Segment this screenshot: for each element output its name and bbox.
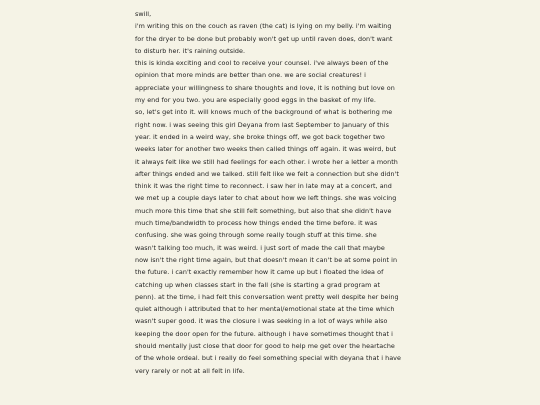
letter-line: so, let's get into it. will knows much of the background of what is bothering me	[135, 108, 393, 117]
letter-line: of the whole ordeal. but i really do feel something special with deyana that i have	[135, 354, 401, 363]
letter-line: wasn't super good. it was the closure i was seeking in a lot of ways while also	[135, 317, 388, 326]
letter-line: much time/bandwidth to process how things ended the time before. it was	[135, 219, 378, 228]
letter-line: it always felt like we still had feelings for each other. i wrote her a letter a month	[135, 157, 398, 166]
letter-line: much more this time that she still felt something, but also that she didn't have	[135, 206, 392, 215]
letter-line: we met up a couple days later to chat about how we left things. she was voicing	[135, 194, 397, 203]
letter-line: year. it ended in a weird way, she broke things off, we got back together two	[135, 132, 385, 141]
letter-line: weeks later for another two weeks then called things off again. it was weird, but	[135, 145, 397, 154]
letter-line: confusing. she was going through some really tough stuff at this time. she	[135, 231, 377, 240]
letter-line: very rarely or not at all felt in life.	[135, 366, 245, 375]
letter-line: catching up when classes start in the fall (she is starting a grad program at	[135, 280, 381, 289]
letter-line: my end for you two. you are especially good eggs in the basket of my life.	[135, 96, 376, 105]
letter-line: opinion that more minds are better than one. we are social creatures! i	[135, 71, 366, 80]
letter-line: quiet although i attributed that to her mental/emotional state at the time which	[135, 305, 395, 314]
letter-line: after things ended and we talked. still felt like we felt a connection but she didn't	[135, 169, 399, 178]
letter-body	[135, 8, 405, 377]
letter-line: think it was the right time to reconnect. i saw her in late may at a concert, and	[135, 182, 392, 191]
letter-line: to disturb her. it's raining outside.	[135, 46, 246, 55]
letter-greeting: swill,	[135, 10, 152, 18]
letter-line: should mentally just close that door for good to help me get over the heartache	[135, 342, 395, 351]
letter-line: the future. i can't exactly remember how it came up but i floated the idea of	[135, 268, 384, 277]
letter-line: penn). at the time, i had felt this conversation went pretty well despite her being	[135, 292, 399, 301]
letter-line: i'm writing this on the couch as raven (the cat) is lying on my belly. i'm waiting	[135, 22, 392, 31]
letter-line: for the dryer to be done but probably won't get up until raven does, don't want	[135, 34, 393, 43]
letter-line: now isn't the right time again, but that doesn't mean it can't be at some point in	[135, 255, 398, 264]
letter-line: keeping the door open for the future. although i have sometimes thought that i	[135, 329, 393, 338]
letter-line: appreciate your willingness to share thoughts and love, it is nothing but love on	[135, 83, 395, 92]
letter-line: this is kinda exciting and cool to receive your counsel. i've always been of the	[135, 59, 389, 68]
letter-line: wasn't talking too much, it was weird. i just sort of made the call that maybe	[135, 243, 385, 252]
letter-line: right now. i was seeing this girl Deyana from last September to January of this	[135, 120, 389, 129]
